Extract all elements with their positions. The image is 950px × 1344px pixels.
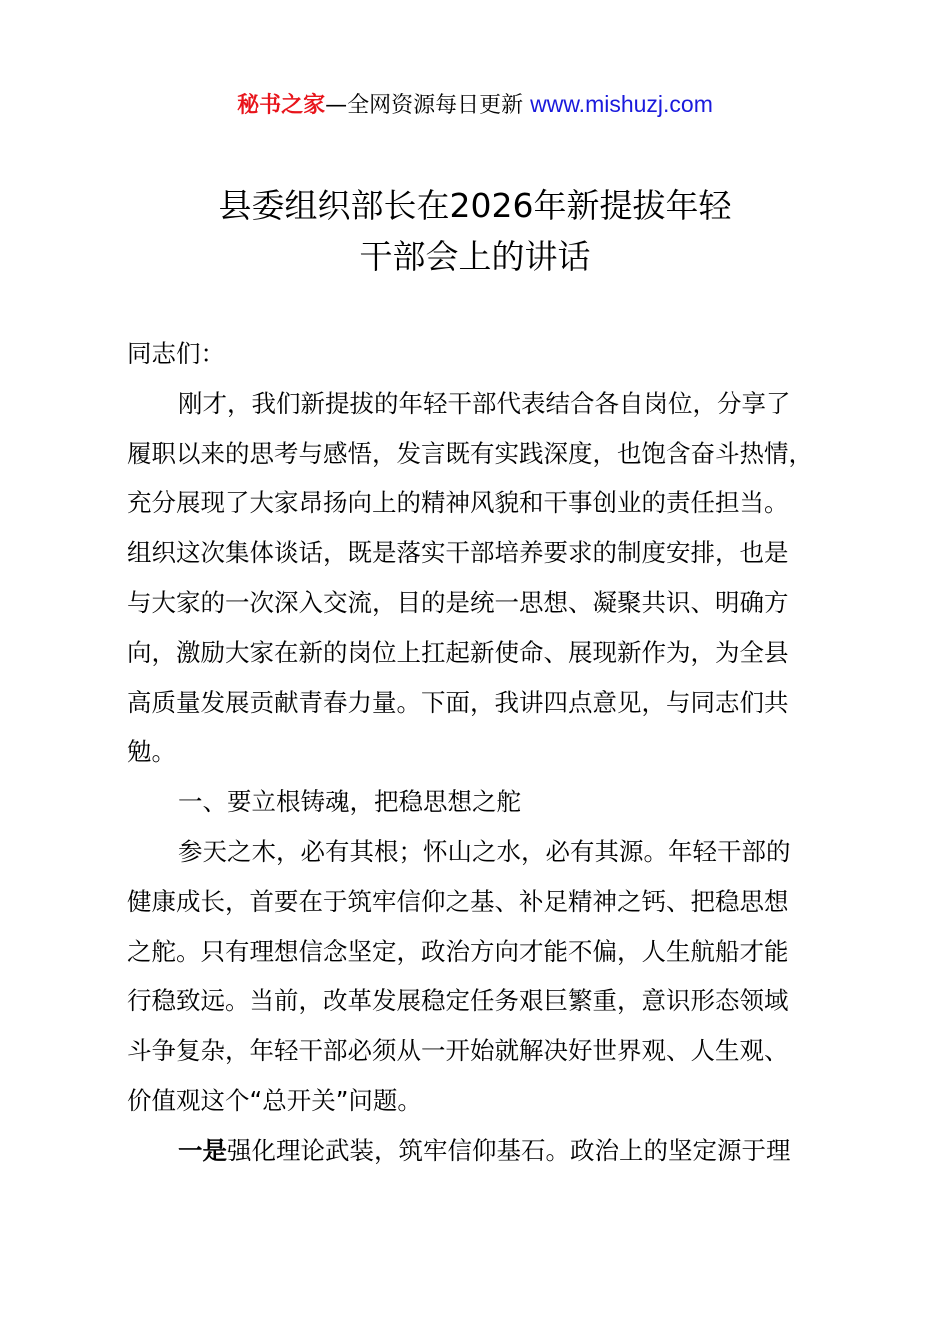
- brand-name: 秘书之家: [237, 93, 326, 118]
- text-line: 履职以来的思考与感悟，发言既有实践深度，也饱含奋斗热情，: [127, 438, 813, 468]
- banner-slogan: —全网资源每日更新: [325, 93, 531, 118]
- text-line: 组织这次集体谈话，既是落实干部培养要求的制度安排，也是: [127, 538, 789, 568]
- text-line: 斗争复杂，年轻干部必须从一开始就解决好世界观、人生观、: [127, 1036, 789, 1066]
- text-line: 向，激励大家在新的岗位上扛起新使命、展现新作为，为全县: [127, 637, 789, 667]
- text-line: 参天之木，必有其根；怀山之水，必有其源。年轻干部的: [178, 836, 791, 866]
- text-line: 行稳致远。当前，改革发展稳定任务艰巨繁重，意识形态领域: [127, 986, 789, 1016]
- salutation: 同志们：: [127, 339, 225, 368]
- text-line: 高质量发展贡献青春力量。下面，我讲四点意见，与同志们共: [127, 687, 789, 717]
- text-line: 刚才，我们新提拔的年轻干部代表结合各自岗位，分享了: [178, 388, 791, 418]
- site-banner: [0, 88, 950, 122]
- text-line: 勉。: [127, 737, 176, 767]
- document-title: [0, 180, 950, 282]
- title-line-1: 县委组织部长在2026年新提拔年轻: [218, 186, 732, 225]
- paragraph-point-one: [127, 1126, 857, 1176]
- paragraph-section1: [127, 827, 857, 1126]
- text-line: 价值观这个“总开关”问题。: [127, 1085, 422, 1115]
- text-line: 之舵。只有理想信念坚定，政治方向才能不偏，人生航船才能: [127, 936, 789, 966]
- text-line: 健康成长，首要在于筑牢信仰之基、补足精神之钙、把稳思想: [127, 886, 789, 916]
- paragraph-intro: [127, 379, 857, 777]
- site-url-link[interactable]: www.mishuzj.com: [530, 91, 713, 117]
- text-line: 与大家的一次深入交流，目的是统一思想、凝聚共识、明确方: [127, 587, 789, 617]
- point-text: 强化理论武装，筑牢信仰基石。政治上的坚定源于理: [227, 1135, 791, 1165]
- document-body: [127, 329, 857, 1176]
- title-line-2: 干部会上的讲话: [359, 237, 591, 276]
- text-line: 充分展现了大家昂扬向上的精神风貌和干事创业的责任担当。: [127, 488, 789, 518]
- point-label: 一是: [178, 1135, 227, 1165]
- section-heading: 一、要立根铸魂，把稳思想之舵: [178, 787, 521, 817]
